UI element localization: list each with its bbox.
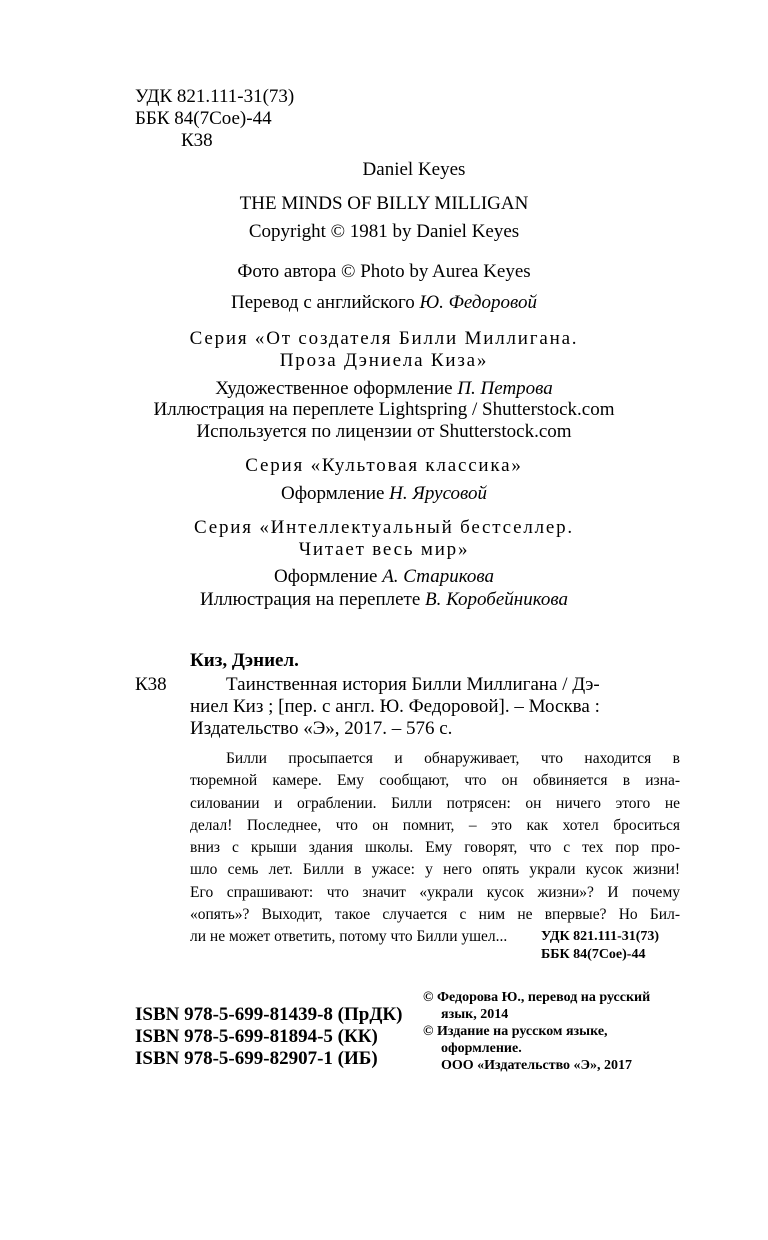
catalog-line-1: Таинственная история Билли Миллигана / Дэ- [226, 674, 600, 695]
bbk-code: ББК 84(7Сое)-44 [135, 108, 272, 129]
copyright-line: Copyright © 1981 by Daniel Keyes [248, 221, 520, 242]
design-prefix: Оформление [280, 483, 385, 504]
catalog-code: К38 [135, 674, 167, 695]
annotation-line: делал! Последнее, что он помнит, – это как хотел броситься [190, 816, 680, 834]
catalog-author: Киз, Дэниел. [190, 650, 299, 671]
annotation-line: шло семь лет. Билли в ужасе: у него опять украли кусок жизни! [190, 861, 680, 879]
series-3-line-1: Серия «Интеллектуальный бестселлер. [194, 517, 574, 538]
series-3-illustration [0, 589, 768, 611]
series-1-design [0, 378, 768, 400]
annotation-line: ли не может ответить, потому что Билли ушел... [190, 928, 508, 946]
original-title: THE MINDS OF BILLY MILLIGAN [239, 193, 529, 214]
catalog-line-3: Издательство «Э», 2017. – 576 с. [190, 718, 453, 739]
original-author: Daniel Keyes [362, 159, 466, 180]
illustrator-name: В. Коробейникова [425, 589, 568, 610]
annotation-udk: УДК 821.111-31(73) [541, 929, 660, 944]
design-prefix: Оформление [274, 566, 378, 587]
designer-name: П. Петрова [457, 378, 553, 399]
annotation-line: тюремной камере. Ему сообщают, что он обвиняется в изна- [190, 772, 680, 790]
annotation-line: «опять»? Выходит, такое случается с ним не впервые? Но Бил- [190, 906, 680, 924]
series-3-line-2: Читает весь мир» [298, 539, 470, 560]
series-1-line-2: Проза Дэниела Киза» [279, 350, 489, 371]
series-1-illustration: Иллюстрация на переплете Lightspring / Shutterstock.com [153, 399, 615, 420]
design-prefix: Художественное оформление [215, 378, 453, 399]
series-2-design [0, 483, 768, 505]
rights-line-3: © Издание на русском языке, [423, 1024, 608, 1039]
udk-code: УДК 821.111-31(73) [135, 86, 295, 107]
isbn-3: ISBN 978-5-699-82907-1 (ИБ) [135, 1048, 378, 1069]
series-2-line-1: Серия «Культовая классика» [245, 455, 523, 476]
annotation-line: Билли просыпается и обнаруживает, что находится в [226, 750, 680, 767]
translation-credit [0, 292, 768, 314]
annotation-line: вниз с крыши здания школы. Ему говорят, что с тех пор про- [190, 839, 680, 857]
rights-line-1: © Федорова Ю., перевод на русский [423, 990, 651, 1005]
rights-line-5: ООО «Издательство «Э», 2017 [441, 1058, 633, 1073]
series-1-license: Используется по лицензии от Shutterstock.com [196, 421, 572, 442]
translator-name: Ю. Федоровой [419, 292, 537, 313]
rights-line-4: оформление. [441, 1041, 522, 1056]
illustration-prefix: Иллюстрация на переплете [199, 589, 421, 610]
rights-line-2: язык, 2014 [441, 1007, 509, 1022]
catalog-line-2: ниел Киз ; [пер. с англ. Ю. Федоровой]. – Москва : [190, 696, 600, 717]
author-mark: К38 [181, 130, 213, 151]
isbn-2: ISBN 978-5-699-81894-5 (КК) [135, 1026, 378, 1047]
annotation [190, 748, 680, 949]
annotation-line: Его спрашивают: что значит «украли кусок жизни»? И почему [190, 883, 680, 901]
isbn-1: ISBN 978-5-699-81439-8 (ПрДК) [135, 1004, 403, 1025]
photo-credit: Фото автора © Photo by Aurea Keyes [237, 261, 531, 282]
series-3-design [0, 566, 768, 588]
designer-name: Н. Ярусовой [389, 483, 488, 504]
translation-prefix: Перевод с английского [231, 292, 415, 313]
annotation-line: силовании и ограблении. Билли потрясен: он ничего этого не [190, 794, 680, 812]
annotation-bbk: ББК 84(7Сое)-44 [541, 947, 646, 962]
series-1-line-1: Серия «От создателя Билли Миллигана. [189, 328, 579, 349]
designer-name: А. Старикова [382, 566, 494, 587]
